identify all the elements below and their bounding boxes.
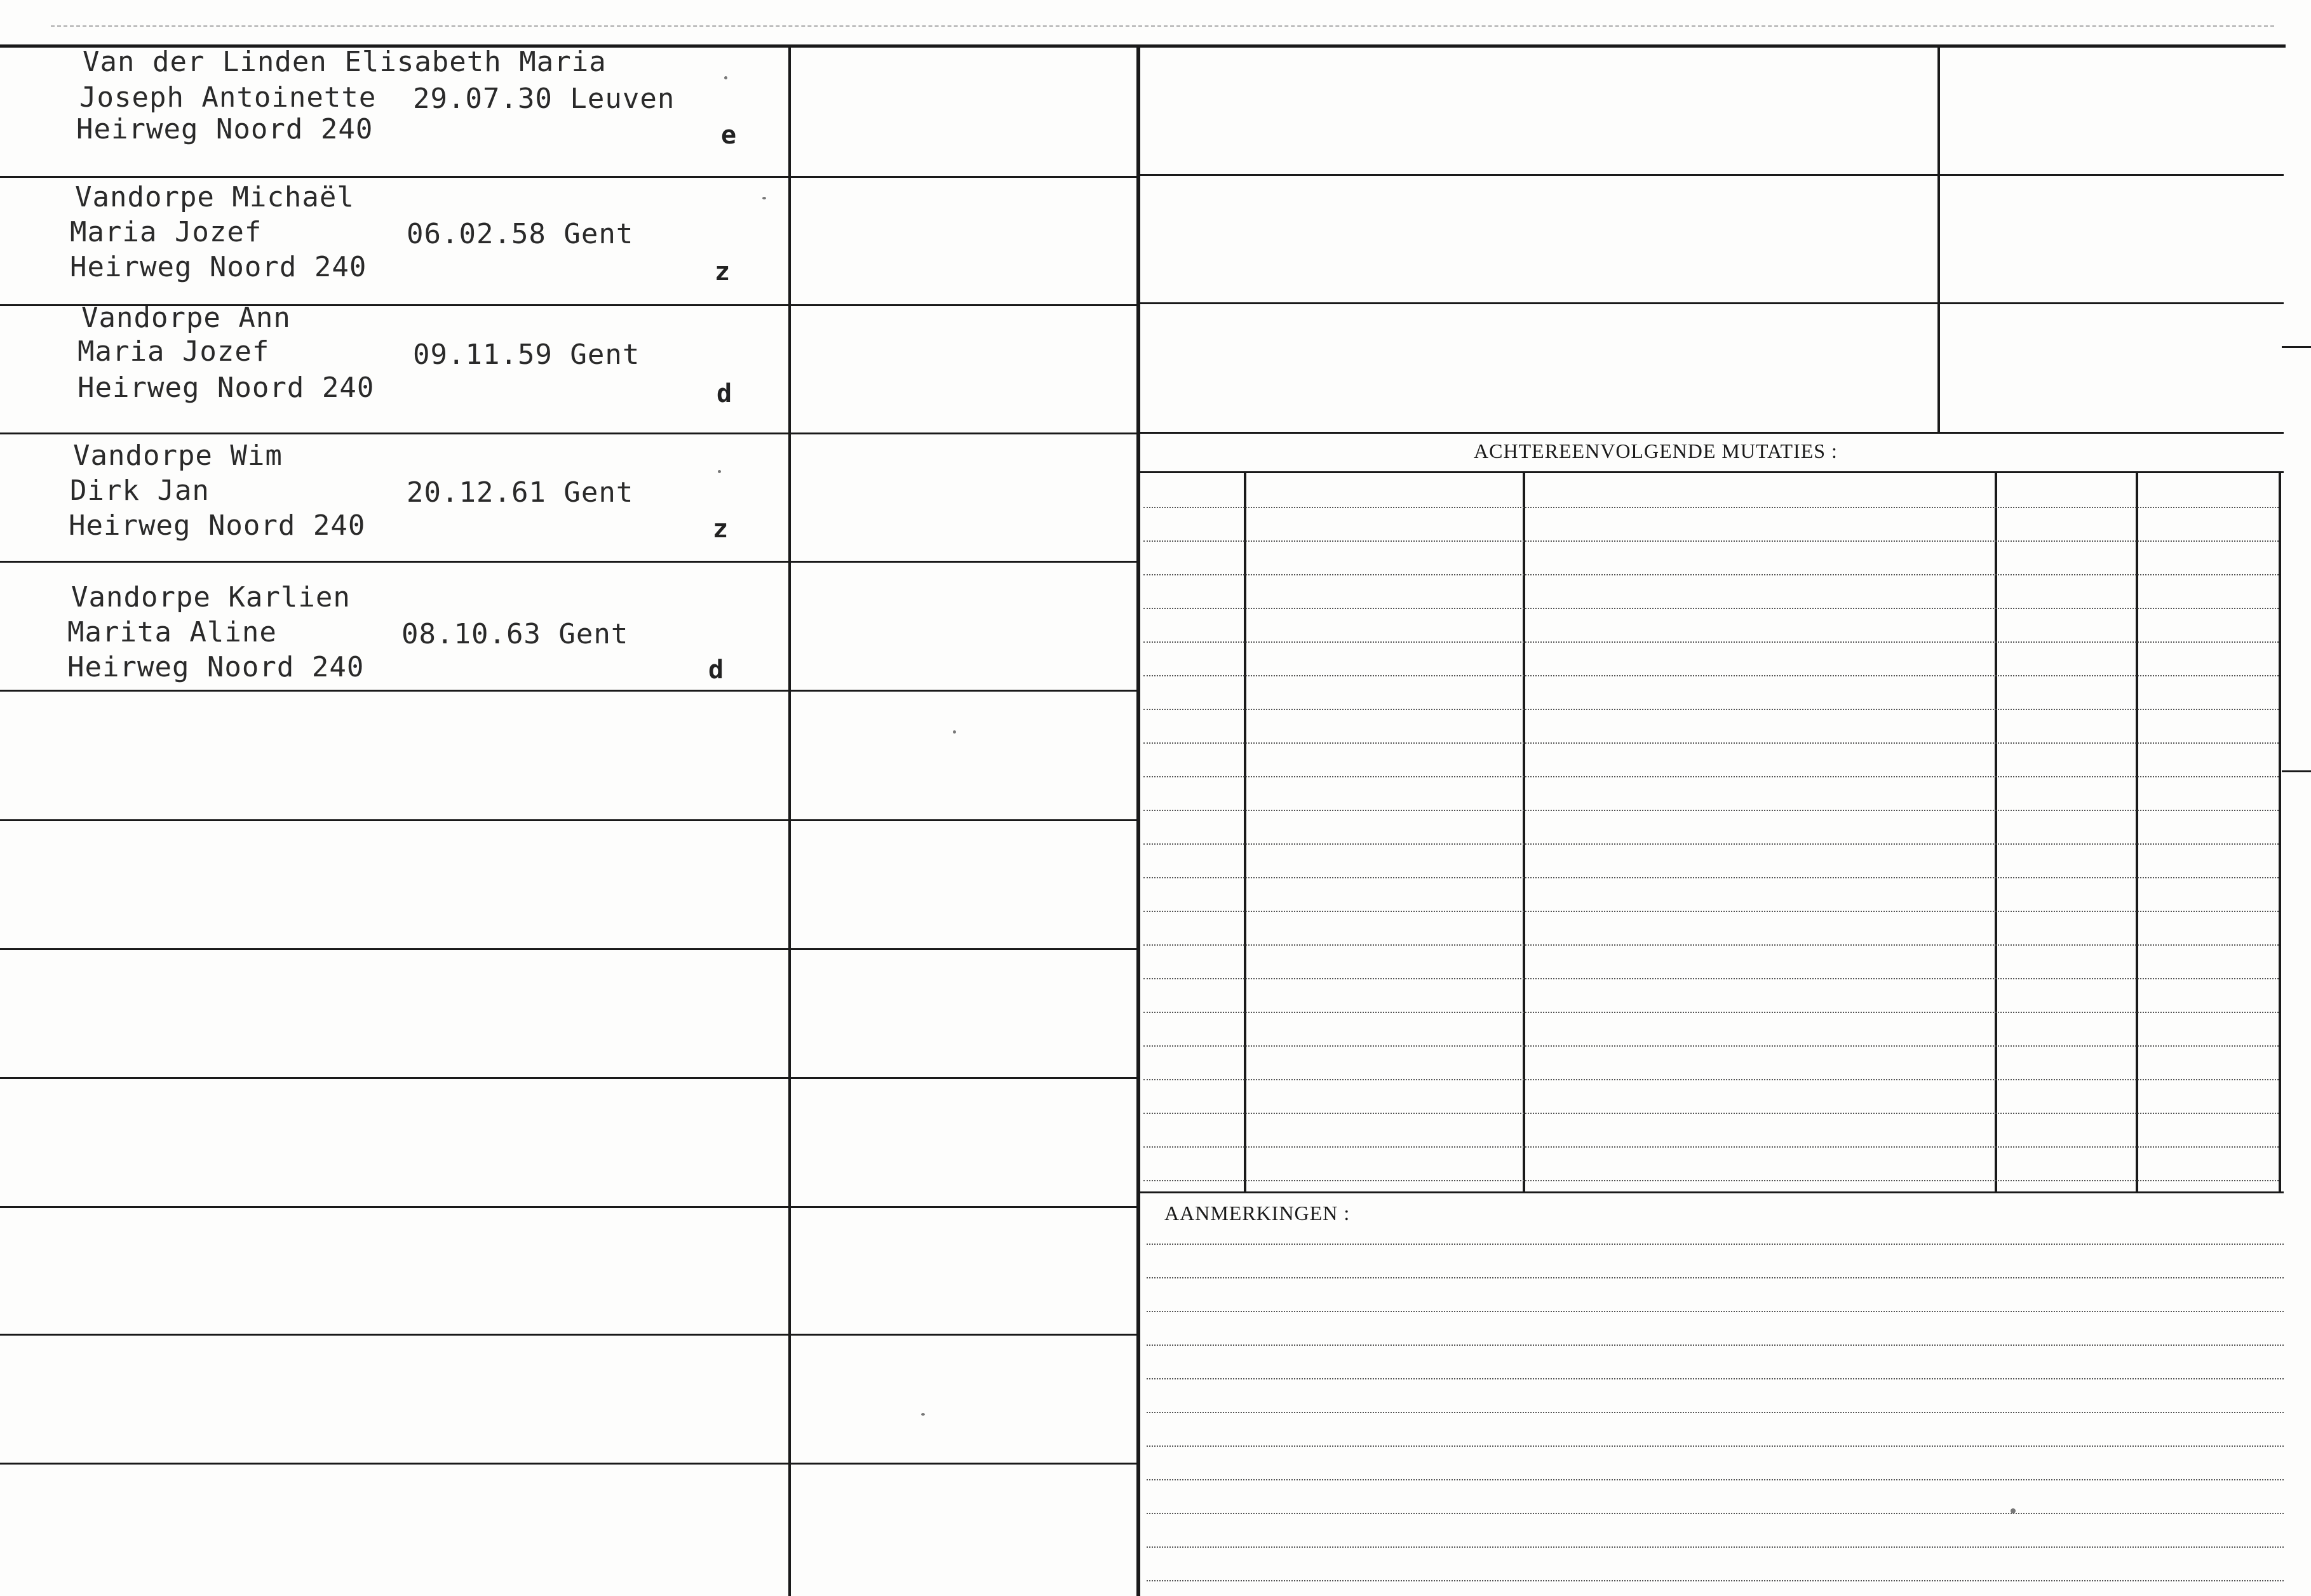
person-birth: 20.12.61 Gent (407, 476, 634, 509)
mutaties-ruled-line (1143, 540, 2279, 542)
left-row-line (0, 1077, 1136, 1079)
aanmerkingen-ruled-line (1147, 1378, 2284, 1379)
person-birth: 09.11.59 Gent (413, 339, 640, 371)
aanmerkingen-heading: AANMERKINGEN : (1164, 1202, 1351, 1224)
paper-speck (718, 470, 721, 473)
paper-speck (762, 197, 766, 199)
person-given-names: Marita Aline (67, 616, 277, 648)
person-address: Heirweg Noord 240 (77, 372, 375, 404)
person-sex-code: e (721, 121, 737, 150)
left-row-line (0, 1334, 1136, 1336)
paper-speck (921, 1413, 925, 1416)
mutaties-table-bottom (1140, 1191, 2284, 1193)
person-name: Vandorpe Ann (81, 302, 291, 334)
left-row-line (0, 561, 1136, 563)
mutaties-col-divider (2136, 473, 2138, 1191)
mutaties-col-divider (2279, 473, 2281, 1191)
person-given-names: Joseph Antoinette (79, 81, 377, 114)
mutaties-ruled-line (1143, 608, 2279, 609)
mutaties-col-divider (1244, 473, 1246, 1191)
right-row-line (1140, 174, 2284, 176)
left-row-line (0, 1463, 1136, 1465)
aanmerkingen-ruled-line (1147, 1345, 2284, 1346)
mutaties-ruled-line (1143, 507, 2279, 508)
person-name: Vandorpe Wim (73, 439, 283, 472)
mutaties-heading: ACHTEREENVOLGENDE MUTATIES : (1474, 439, 1838, 462)
right-row-line (1140, 432, 2284, 434)
person-sex-code: z (715, 257, 731, 286)
person-address: Heirweg Noord 240 (70, 251, 367, 283)
person-given-names: Maria Jozef (77, 335, 270, 368)
person-given-names: Maria Jozef (70, 216, 262, 248)
mutaties-ruled-line (1143, 1079, 2279, 1080)
left-row-line (0, 176, 1136, 178)
mutaties-ruled-line (1143, 675, 2279, 676)
left-row-line (0, 948, 1136, 950)
person-name: Van der Linden Elisabeth Maria (83, 46, 607, 78)
person-given-names: Dirk Jan (70, 474, 210, 507)
mutaties-ruled-line (1143, 978, 2279, 979)
mutaties-ruled-line (1143, 843, 2279, 845)
mutaties-col-divider (1523, 473, 1525, 1191)
left-row-line (0, 819, 1136, 821)
person-address: Heirweg Noord 240 (69, 509, 366, 542)
person-address: Heirweg Noord 240 (76, 113, 374, 145)
mutaties-ruled-line (1143, 1180, 2279, 1181)
mutaties-col-divider (1995, 473, 1997, 1191)
person-birth: 08.10.63 Gent (401, 618, 629, 650)
paper-speck (2011, 1508, 2016, 1513)
mutaties-ruled-line (1143, 709, 2279, 710)
edge-tick (2282, 770, 2311, 772)
left-row-line (0, 690, 1136, 692)
person-name: Vandorpe Michaël (75, 181, 354, 213)
mutaties-ruled-line (1143, 742, 2279, 744)
aanmerkingen-ruled-line (1147, 1311, 2284, 1312)
aanmerkingen-ruled-line (1147, 1244, 2284, 1245)
left-row-line (0, 433, 1136, 434)
mutaties-ruled-line (1143, 877, 2279, 878)
aanmerkingen-ruled-line (1147, 1445, 2284, 1447)
person-sex-code: z (713, 514, 729, 544)
person-sex-code: d (708, 655, 724, 685)
paper-speck (724, 76, 727, 79)
mutaties-table-top (1140, 471, 2284, 473)
mutaties-ruled-line (1143, 1012, 2279, 1013)
person-birth: 29.07.30 Leuven (413, 83, 675, 115)
paper-speck (953, 730, 956, 734)
center-divider (1136, 48, 1140, 1596)
mutaties-ruled-line (1143, 641, 2279, 643)
aanmerkingen-ruled-line (1147, 1412, 2284, 1413)
mutaties-ruled-line (1143, 944, 2279, 946)
mutaties-ruled-line (1143, 1045, 2279, 1047)
mutaties-ruled-line (1143, 1113, 2279, 1114)
mutaties-ruled-line (1143, 911, 2279, 912)
mutaties-ruled-line (1143, 776, 2279, 777)
mutaties-ruled-line (1143, 1146, 2279, 1148)
person-sex-code: d (717, 379, 732, 408)
right-top-divider (1937, 48, 1940, 432)
mutaties-ruled-line (1143, 810, 2279, 811)
aanmerkingen-ruled-line (1147, 1580, 2284, 1581)
right-row-line (1140, 302, 2284, 304)
person-name: Vandorpe Karlien (71, 581, 351, 614)
aanmerkingen-ruled-line (1147, 1546, 2284, 1548)
person-birth: 06.02.58 Gent (407, 218, 634, 250)
mutaties-ruled-line (1143, 574, 2279, 575)
person-address: Heirweg Noord 240 (67, 651, 365, 683)
left-column-divider (788, 48, 791, 1596)
edge-tick (2282, 346, 2311, 348)
left-row-line (0, 1206, 1136, 1208)
aanmerkingen-ruled-line (1147, 1277, 2284, 1278)
top-faint-rule (51, 25, 2274, 27)
aanmerkingen-ruled-line (1147, 1513, 2284, 1514)
aanmerkingen-ruled-line (1147, 1479, 2284, 1480)
